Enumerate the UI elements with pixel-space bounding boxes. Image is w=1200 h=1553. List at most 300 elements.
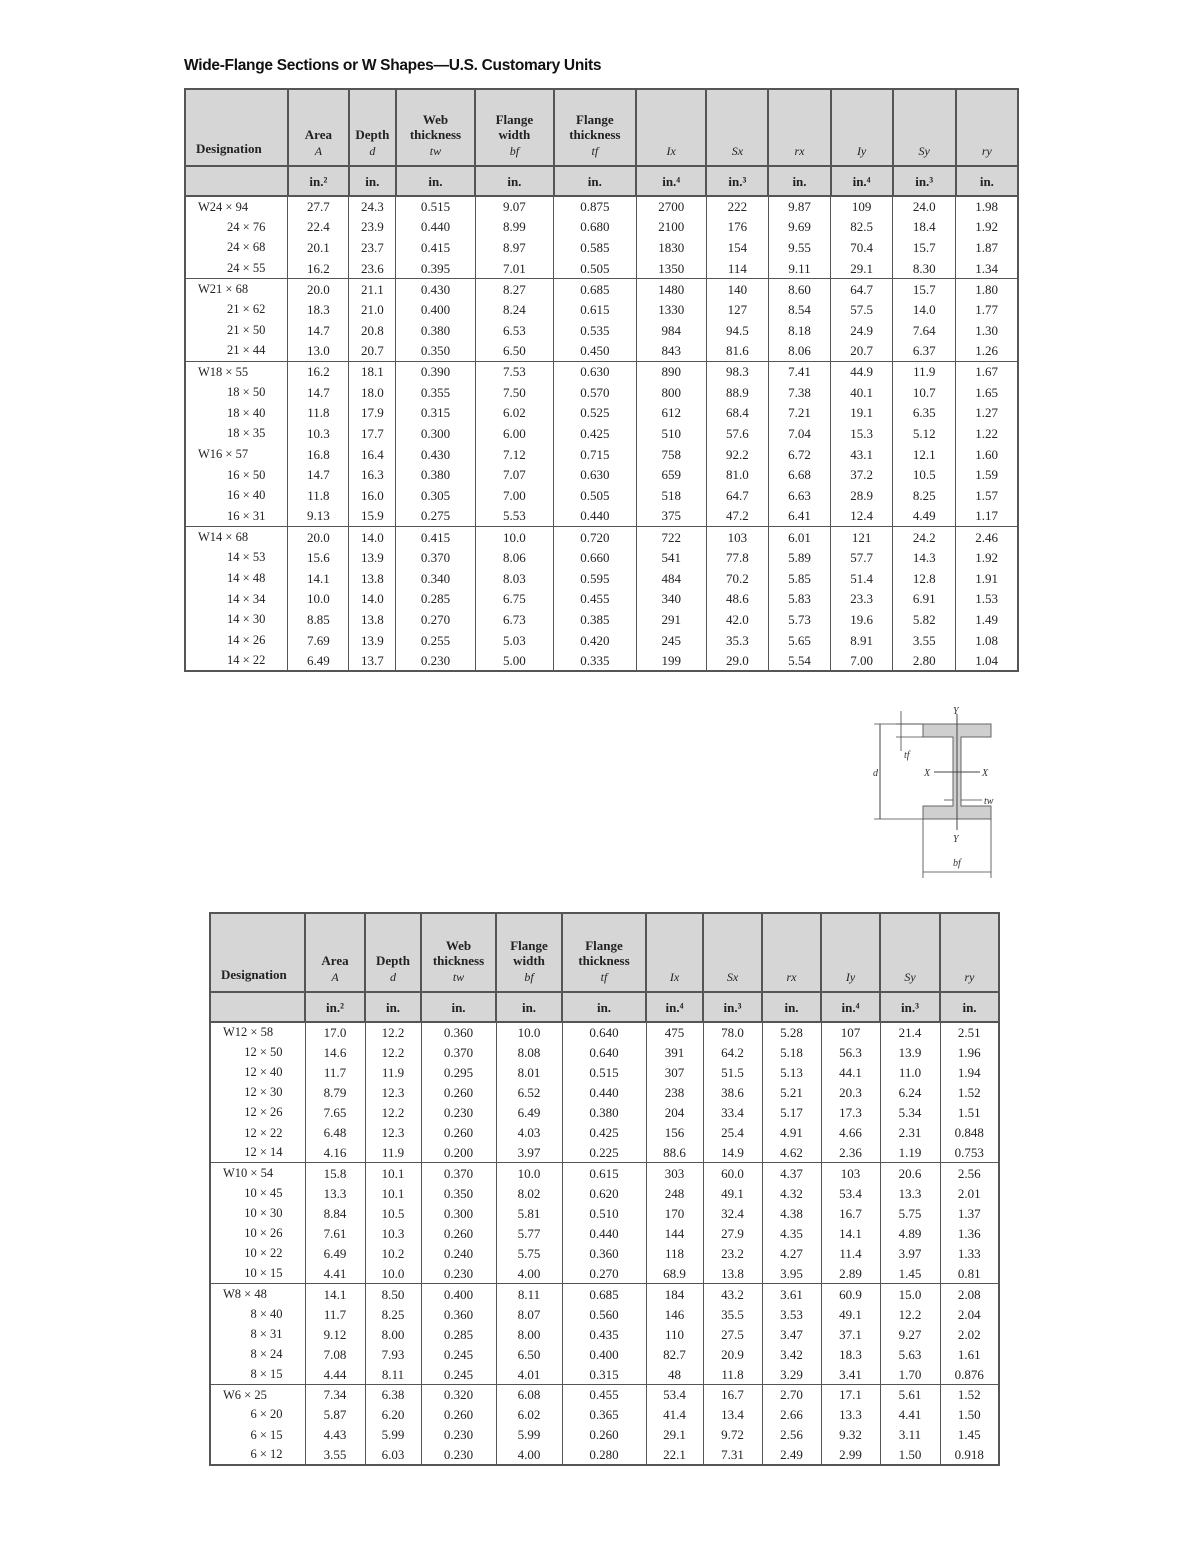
value-cell: 9.87 [768,196,830,217]
units-cell: in. [396,166,475,196]
designation-cell: 24 × 68 [185,237,288,258]
value-cell: 6.73 [475,609,553,630]
value-cell: 13.4 [703,1405,762,1425]
page-title: Wide-Flange Sections or W Shapes—U.S. Customary Units [184,57,602,74]
table-row [185,465,1018,486]
value-cell: 77.8 [706,547,768,568]
column-header-text: Area [304,127,332,143]
value-cell: 3.95 [762,1264,821,1284]
column-header-text: width [498,127,531,143]
value-cell: 24.0 [893,196,956,217]
value-cell: 0.440 [562,1082,646,1102]
value-cell: 1.49 [956,609,1018,630]
value-cell: 8.00 [496,1324,562,1344]
value-cell: 6.35 [893,403,956,424]
value-cell: 0.876 [940,1364,999,1384]
value-cell: 44.9 [831,361,893,382]
value-cell: 6.02 [475,403,553,424]
value-cell: 5.61 [880,1385,940,1405]
value-cell: 0.355 [396,382,475,403]
value-cell: 1.77 [956,299,1018,320]
value-cell: 18.4 [893,217,956,238]
value-cell: 12.3 [365,1123,421,1143]
value-cell: 13.9 [349,547,396,568]
value-cell: 1.94 [940,1062,999,1082]
value-cell: 0.360 [421,1304,496,1324]
units-cell: in.⁴ [831,166,893,196]
value-cell: 4.49 [893,506,956,527]
value-cell: 0.630 [554,465,636,486]
value-cell: 222 [706,196,768,217]
value-cell: 5.75 [496,1244,562,1264]
value-cell: 0.285 [421,1324,496,1344]
value-cell: 6.52 [496,1082,562,1102]
designation-cell: 24 × 55 [185,258,288,279]
value-cell: 0.455 [554,588,636,609]
column-header-text: Designation [221,967,287,983]
value-cell: 7.65 [305,1103,365,1123]
value-cell: 127 [706,299,768,320]
value-cell: 0.685 [562,1284,646,1304]
value-cell: 10.5 [365,1203,421,1223]
header-row [185,89,1018,166]
table-row [210,1163,999,1183]
value-cell: 0.510 [562,1203,646,1223]
value-cell: 23.2 [703,1244,762,1264]
designation-cell: W24 × 94 [185,196,288,217]
designation-cell: 12 × 22 [210,1123,305,1143]
w-shape-cross-section-diagram [868,706,998,882]
table-row [210,1364,999,1384]
value-cell: 340 [636,588,706,609]
value-cell: 0.230 [421,1264,496,1284]
value-cell: 1.87 [956,237,1018,258]
value-cell: 12.2 [365,1042,421,1062]
value-cell: 23.7 [349,237,396,258]
column-header-4 [496,913,562,992]
table-row [210,1143,999,1163]
value-cell: 24.9 [831,320,893,341]
table-row [210,1385,999,1405]
value-cell: 6.24 [880,1082,940,1102]
value-cell: 109 [831,196,893,217]
table-body [185,196,1018,671]
value-cell: 19.1 [831,403,893,424]
designation-cell: 21 × 62 [185,299,288,320]
value-cell: 27.7 [288,196,349,217]
value-cell: 17.3 [821,1103,880,1123]
value-cell: 64.2 [703,1042,762,1062]
table-row [185,279,1018,300]
value-cell: 5.34 [880,1103,940,1123]
value-cell: 19.6 [831,609,893,630]
value-cell: 14.3 [893,547,956,568]
label-y-top: Y [953,706,959,717]
value-cell: 118 [646,1244,703,1264]
label-x-right: X [982,768,989,779]
column-header-2 [349,89,396,166]
column-header-text: Web [422,112,449,128]
value-cell: 0.255 [396,630,475,651]
value-cell: 6.38 [365,1385,421,1405]
value-cell: 0.435 [562,1324,646,1344]
value-cell: 6.68 [768,465,830,486]
column-header-text: A [314,144,323,158]
value-cell: 5.99 [496,1425,562,1445]
value-cell: 17.0 [305,1022,365,1042]
value-cell: 9.07 [475,196,553,217]
value-cell: 9.12 [305,1324,365,1344]
value-cell: 7.61 [305,1223,365,1243]
value-cell: 0.260 [421,1123,496,1143]
value-cell: 5.65 [768,630,830,651]
value-cell: 14.1 [305,1284,365,1304]
value-cell: 8.25 [893,485,956,506]
table-header [185,89,1018,196]
value-cell: 0.430 [396,444,475,465]
value-cell: 43.1 [831,444,893,465]
value-cell: 8.79 [305,1082,365,1102]
column-header-text: Iy [845,970,856,984]
value-cell: 107 [821,1022,880,1042]
value-cell: 6.75 [475,588,553,609]
table-row [210,1103,999,1123]
value-cell: 800 [636,382,706,403]
value-cell: 43.2 [703,1284,762,1304]
column-header-text: Web [445,938,472,954]
value-cell: 78.0 [703,1022,762,1042]
column-header-1 [305,913,365,992]
value-cell: 12.4 [831,506,893,527]
value-cell: 1.17 [956,506,1018,527]
designation-cell: 8 × 24 [210,1344,305,1364]
value-cell: 0.505 [554,485,636,506]
value-cell: 8.06 [475,547,553,568]
value-cell: 8.50 [365,1284,421,1304]
label-d: d [873,768,878,779]
value-cell: 11.7 [305,1304,365,1324]
designation-cell: W8 × 48 [210,1284,305,1304]
value-cell: 3.97 [496,1143,562,1163]
value-cell: 1330 [636,299,706,320]
value-cell: 47.2 [706,506,768,527]
value-cell: 20.6 [880,1163,940,1183]
value-cell: 0.430 [396,279,475,300]
units-cell: in. [562,992,646,1022]
value-cell: 0.380 [562,1103,646,1123]
table-row [185,361,1018,382]
value-cell: 10.0 [288,588,349,609]
table-row [210,1123,999,1143]
value-cell: 0.630 [554,361,636,382]
value-cell: 14.0 [893,299,956,320]
value-cell: 0.245 [421,1344,496,1364]
value-cell: 10.2 [365,1244,421,1264]
value-cell: 7.69 [288,630,349,651]
value-cell: 16.2 [288,258,349,279]
table-row [185,217,1018,238]
label-tf: tf [904,750,910,761]
value-cell: 12.2 [880,1304,940,1324]
value-cell: 6.49 [288,650,349,671]
value-cell: 0.315 [396,403,475,424]
units-cell: in. [956,166,1018,196]
value-cell: 0.515 [562,1062,646,1082]
table-row [210,1324,999,1344]
value-cell: 0.415 [396,237,475,258]
value-cell: 5.17 [762,1103,821,1123]
value-cell: 2.70 [762,1385,821,1405]
value-cell: 15.8 [305,1163,365,1183]
column-header-8 [762,913,821,992]
value-cell: 0.260 [421,1082,496,1102]
value-cell: 0.285 [396,588,475,609]
units-cell: in.³ [703,992,762,1022]
value-cell: 2.46 [956,527,1018,548]
w-shapes-table-upper [184,88,1019,672]
table-row [185,382,1018,403]
column-header-5 [554,89,636,166]
units-cell: in.² [305,992,365,1022]
column-header-8 [768,89,830,166]
value-cell: 6.48 [305,1123,365,1143]
value-cell: 0.260 [421,1223,496,1243]
value-cell: 10.3 [365,1223,421,1243]
table-row [185,423,1018,444]
designation-cell: W14 × 68 [185,527,288,548]
value-cell: 1830 [636,237,706,258]
value-cell: 12.2 [365,1103,421,1123]
value-cell: 8.97 [475,237,553,258]
value-cell: 1.27 [956,403,1018,424]
value-cell: 10.0 [365,1264,421,1284]
value-cell: 121 [831,527,893,548]
value-cell: 1.51 [940,1103,999,1123]
value-cell: 13.8 [703,1264,762,1284]
value-cell: 7.12 [475,444,553,465]
value-cell: 0.660 [554,547,636,568]
column-header-text: A [331,970,339,984]
table-row [185,609,1018,630]
value-cell: 0.81 [940,1264,999,1284]
value-cell: 0.270 [396,609,475,630]
value-cell: 0.380 [396,320,475,341]
value-cell: 0.260 [562,1425,646,1445]
column-header-text: Sx [726,970,739,984]
value-cell: 60.9 [821,1284,880,1304]
value-cell: 0.230 [421,1103,496,1123]
value-cell: 0.505 [554,258,636,279]
value-cell: 12.1 [893,444,956,465]
value-cell: 20.7 [831,341,893,362]
value-cell: 7.08 [305,1344,365,1364]
value-cell: 1.34 [956,258,1018,279]
value-cell: 7.07 [475,465,553,486]
value-cell: 103 [706,527,768,548]
value-cell: 13.9 [880,1042,940,1062]
column-header-0 [185,89,288,166]
value-cell: 1.19 [880,1143,940,1163]
column-header-text: tw [429,144,442,158]
value-cell: 7.41 [768,361,830,382]
column-header-text: Depth [376,953,410,969]
value-cell: 475 [646,1022,703,1042]
column-header-text: bf [524,970,534,984]
value-cell: 248 [646,1183,703,1203]
column-header-text: Area [321,953,349,969]
value-cell: 11.8 [703,1364,762,1384]
value-cell: 1.30 [956,320,1018,341]
column-header-10 [893,89,956,166]
column-header-text: Sy [904,970,916,984]
header-row [210,913,999,992]
value-cell: 6.91 [893,588,956,609]
column-header-text: Iy [856,144,867,158]
value-cell: 0.400 [421,1284,496,1304]
designation-cell: W12 × 58 [210,1022,305,1042]
designation-cell: W10 × 54 [210,1163,305,1183]
column-header-6 [646,913,703,992]
value-cell: 6.20 [365,1405,421,1425]
value-cell: 176 [706,217,768,238]
value-cell: 1.33 [940,1244,999,1264]
designation-cell: 12 × 50 [210,1042,305,1062]
value-cell: 14.0 [349,527,396,548]
designation-cell: 10 × 45 [210,1183,305,1203]
value-cell: 0.350 [421,1183,496,1203]
value-cell: 8.91 [831,630,893,651]
value-cell: 0.230 [421,1445,496,1465]
label-tw: tw [984,796,994,807]
value-cell: 23.9 [349,217,396,238]
designation-cell: W18 × 55 [185,361,288,382]
value-cell: 16.7 [821,1203,880,1223]
value-cell: 4.32 [762,1183,821,1203]
value-cell: 0.455 [562,1385,646,1405]
value-cell: 57.6 [706,423,768,444]
designation-cell: 10 × 30 [210,1203,305,1223]
value-cell: 144 [646,1223,703,1243]
value-cell: 16.8 [288,444,349,465]
value-cell: 1.67 [956,361,1018,382]
value-cell: 33.4 [703,1103,762,1123]
value-cell: 1.96 [940,1042,999,1062]
table-row [185,568,1018,589]
value-cell: 1.36 [940,1223,999,1243]
value-cell: 6.37 [893,341,956,362]
value-cell: 0.415 [396,527,475,548]
value-cell: 0.300 [421,1203,496,1223]
designation-cell: W21 × 68 [185,279,288,300]
table-row [210,1344,999,1364]
units-cell: in. [349,166,396,196]
designation-cell: 18 × 40 [185,403,288,424]
value-cell: 5.54 [768,650,830,671]
value-cell: 3.61 [762,1284,821,1304]
designation-cell: 12 × 40 [210,1062,305,1082]
value-cell: 0.270 [562,1264,646,1284]
value-cell: 70.2 [706,568,768,589]
value-cell: 0.640 [562,1042,646,1062]
value-cell: 0.200 [421,1143,496,1163]
value-cell: 2.36 [821,1143,880,1163]
value-cell: 0.230 [396,650,475,671]
value-cell: 5.18 [762,1042,821,1062]
value-cell: 68.9 [646,1264,703,1284]
value-cell: 0.560 [562,1304,646,1324]
value-cell: 20.0 [288,527,349,548]
designation-cell: 6 × 12 [210,1445,305,1465]
value-cell: 1.45 [940,1425,999,1445]
value-cell: 9.55 [768,237,830,258]
designation-cell: W6 × 25 [210,1385,305,1405]
value-cell: 41.4 [646,1405,703,1425]
value-cell: 4.44 [305,1364,365,1384]
value-cell: 0.230 [421,1425,496,1445]
value-cell: 0.440 [554,506,636,527]
value-cell: 8.11 [496,1284,562,1304]
table-body [210,1022,999,1465]
column-header-11 [940,913,999,992]
value-cell: 4.37 [762,1163,821,1183]
value-cell: 0.420 [554,630,636,651]
table-row [185,485,1018,506]
value-cell: 4.41 [305,1264,365,1284]
value-cell: 25.4 [703,1123,762,1143]
designation-cell: 10 × 26 [210,1223,305,1243]
column-header-7 [703,913,762,992]
table-row [210,1425,999,1445]
value-cell: 42.0 [706,609,768,630]
table-row [185,506,1018,527]
value-cell: 0.615 [562,1163,646,1183]
value-cell: 1.26 [956,341,1018,362]
value-cell: 0.848 [940,1123,999,1143]
value-cell: 21.4 [880,1022,940,1042]
value-cell: 1.70 [880,1364,940,1384]
value-cell: 35.5 [703,1304,762,1324]
value-cell: 53.4 [821,1183,880,1203]
value-cell: 18.0 [349,382,396,403]
value-cell: 0.225 [562,1143,646,1163]
value-cell: 0.425 [562,1123,646,1143]
value-cell: 8.08 [496,1042,562,1062]
value-cell: 7.50 [475,382,553,403]
value-cell: 13.3 [821,1405,880,1425]
table-row [210,1203,999,1223]
value-cell: 5.81 [496,1203,562,1223]
value-cell: 1.50 [940,1405,999,1425]
value-cell: 6.50 [475,341,553,362]
value-cell: 0.595 [554,568,636,589]
value-cell: 0.720 [554,527,636,548]
designation-cell: 10 × 15 [210,1264,305,1284]
value-cell: 8.25 [365,1304,421,1324]
value-cell: 16.4 [349,444,396,465]
value-cell: 11.8 [288,485,349,506]
value-cell: 10.1 [365,1183,421,1203]
value-cell: 5.03 [475,630,553,651]
value-cell: 56.3 [821,1042,880,1062]
value-cell: 0.440 [396,217,475,238]
value-cell: 8.84 [305,1203,365,1223]
value-cell: 20.0 [288,279,349,300]
designation-cell: 21 × 50 [185,320,288,341]
value-cell: 81.0 [706,465,768,486]
value-cell: 0.350 [396,341,475,362]
column-header-text: Flange [576,112,614,128]
value-cell: 1.59 [956,465,1018,486]
